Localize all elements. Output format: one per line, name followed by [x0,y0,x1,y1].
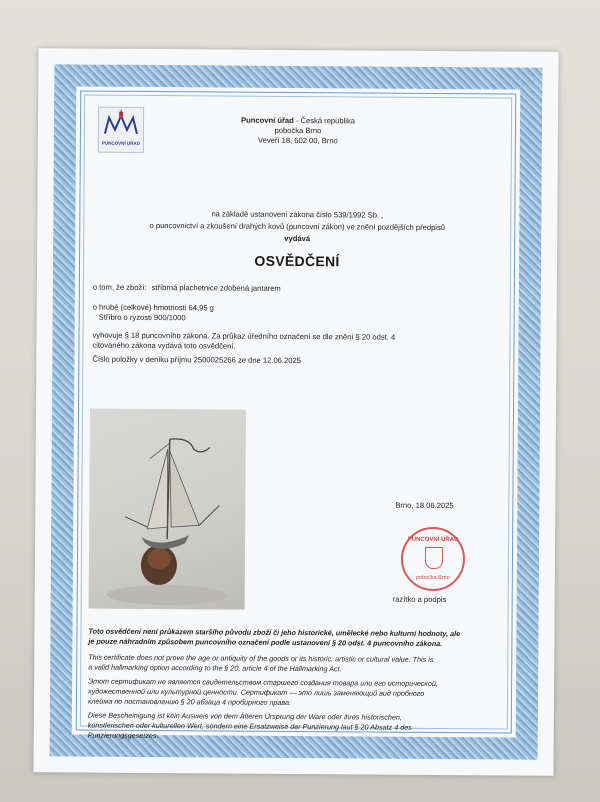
item-value: stříbrná plachetnice zdobená jantarem [151,282,281,293]
logo-caption: PUNCOVNÍ ÚŘAD [101,140,140,146]
weight-value: 64,95 g [188,303,214,313]
intro-line-1: na základě ustanovení zákona číslo 539/1992 Sb. , [211,209,384,220]
compliance-line-2: citovaného zákona vydává toto osvědčení. [92,340,236,351]
place-date: Brno, 18.06.2025 [395,500,454,511]
disclaimer-de-2: künstlerischen oder kulturellen Wert, sondern eine Ersatzweise der Punzierung laut § 20 Absatz 4 des [87,720,412,732]
weight-label: o hrubé (celkové) hmotnosti [92,302,187,313]
issuer-country: - Česká republika [295,115,356,126]
signature-label: razítko a podpis [392,594,447,605]
disclaimer-ru-3: клейма по постановлению § 20 абзаца 4 пробирного права. [87,696,292,707]
intro-line-2: o puncovnictví a zkoušení drahých kovů (puncovní zákon) ve znění pozdějších předpisů [149,220,446,233]
issuer-address: Veveří 18, 602 00, Brno [257,135,338,146]
certificate-title: OSVĚDČENÍ [254,252,340,270]
intro-line-3: vydává [284,233,311,244]
logo-emblem-icon [99,108,143,140]
disclaimer-cz-2: je pouze náhradním způsobem puncovního označení podle ustanovení § 20 odst. 4 puncovního zákona. [88,636,443,649]
stamp-crest-icon [425,547,443,569]
disclaimer-de-1: Diese Bescheinigung ist kein Ausweis von dem Älteren Ursprung der Ware oder ihres historischen, [87,710,402,722]
disclaimer-ru-2: художественной или культурной ценности. Сертификат — это лишь заменяющий вид пробного [88,686,425,698]
disclaimer-ru-1: Этот сертификат не является свидетельством старшего создания товара или его исторической, [88,676,438,688]
hallmark-office-logo [98,107,144,153]
purity-line: Stříbro o ryzosti 900/1000 [98,312,186,323]
official-stamp [401,527,465,591]
certificate-paper [33,48,558,776]
certificate-content [87,107,498,741]
disclaimer-en-2: a valid hallmarking option according to the § 20, article 4 of the Hallmarking Act. [88,662,342,674]
item-photo [89,409,246,610]
disclaimer-en-1: This certificate does not prove the age or antiquity of the goods or its historic, artistic or cultural value. This is [88,652,434,664]
stamp-bottom-text: pobočka Brno [415,574,450,582]
silver-sailboat-image [89,409,246,610]
issuer-header [148,115,448,147]
issuer-branch: pobočka Brno [274,125,322,136]
item-label: o tom, že zboží: [92,282,147,292]
record-line: Číslo položky v deníku příjmu 2500025266 ze dne 12.06.2025 [92,354,301,366]
disclaimer-cz-1: Toto osvědčení není průkazem staršího původu zboží či jeho historické, umělecké nebo kulturní hodnoty, ale [88,626,461,639]
item-line [93,283,493,296]
issuer-name: Puncovní úřad [241,115,294,125]
stamp-top-text: PUNCOVNÍ ÚŘAD [407,536,459,544]
disclaimer-de-3: Punzierungsgesetzes. [87,730,159,741]
compliance-line-1: vyhovuje § 18 puncovního zákona. Za průkaz úředního označení se dle znění § 20 odst. 4 [92,330,396,342]
